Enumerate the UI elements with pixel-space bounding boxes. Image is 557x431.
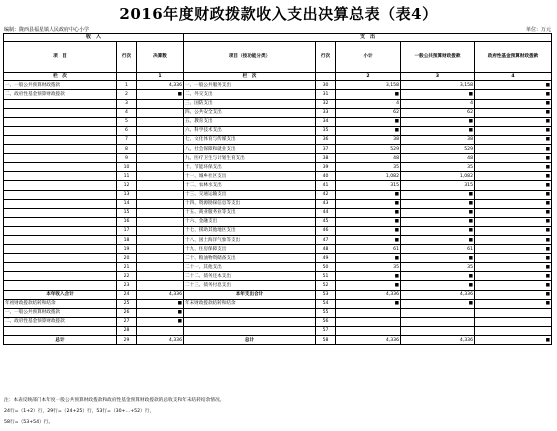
expense-subtotal — [336, 326, 401, 335]
expense-item: 总计 — [184, 336, 316, 345]
income-line: 3 — [117, 99, 137, 108]
expense-public-budget: 62 — [401, 108, 475, 117]
table-row — [4, 108, 552, 117]
table-row — [4, 208, 552, 217]
expense-item: 十六、金融支出 — [184, 217, 316, 226]
income-item: 年初财政拨款结转和结余 — [4, 299, 117, 308]
lane-label: 栏 次 — [4, 73, 117, 81]
income-item — [4, 235, 117, 244]
expense-subtotal: ■ — [336, 126, 401, 135]
expense-public-budget: 1,082 — [401, 172, 475, 181]
expense-public-budget: 35 — [401, 163, 475, 172]
table-row — [4, 81, 552, 90]
expense-subtotal: 48 — [336, 154, 401, 163]
income-item — [4, 199, 117, 208]
income-amount — [137, 326, 184, 335]
income-amount — [137, 126, 184, 135]
expense-item: 十一、城乡社区支出 — [184, 172, 316, 181]
expense-gov-fund — [475, 317, 552, 326]
expense-line: 43 — [316, 199, 336, 208]
expense-gov-fund: ■ — [475, 281, 552, 290]
expense-gov-fund: ■ — [475, 272, 552, 281]
lane-2: 2 — [336, 73, 401, 81]
income-amount — [137, 145, 184, 154]
income-header: 收 入 — [4, 34, 184, 42]
expense-subtotal: ■ — [336, 217, 401, 226]
expense-item — [184, 308, 316, 317]
col-line: 行次 — [117, 42, 137, 73]
expense-line: 57 — [316, 326, 336, 335]
lane-blank-right — [316, 73, 336, 81]
expense-line: 34 — [316, 117, 336, 126]
expense-public-budget: 4 — [401, 99, 475, 108]
income-line: 28 — [117, 326, 137, 335]
expense-gov-fund: ■ — [475, 90, 552, 99]
expense-gov-fund: ■ — [475, 290, 552, 299]
expense-gov-fund: ■ — [475, 172, 552, 181]
expense-gov-fund: ■ — [475, 117, 552, 126]
expense-public-budget: 315 — [401, 181, 475, 190]
expense-public-budget: ■ — [401, 208, 475, 217]
lane-blank — [117, 73, 137, 81]
expense-line: 45 — [316, 217, 336, 226]
income-item — [4, 154, 117, 163]
income-amount — [137, 217, 184, 226]
table-row — [4, 190, 552, 199]
income-line: 10 — [117, 163, 137, 172]
note-line-3: 58行=（53+54）行。 — [4, 420, 54, 425]
expense-public-budget: ■ — [401, 217, 475, 226]
income-line: 24 — [117, 290, 137, 299]
expense-gov-fund — [475, 326, 552, 335]
table-row — [4, 317, 552, 326]
income-amount — [137, 208, 184, 217]
expense-item: 二十三、债务付息支出 — [184, 281, 316, 290]
expense-public-budget: ■ — [401, 117, 475, 126]
table-row — [4, 290, 552, 299]
expense-subtotal: 4 — [336, 99, 401, 108]
table-row — [4, 336, 552, 345]
expense-public-budget: 61 — [401, 245, 475, 254]
expense-item: 二、外交支出 — [184, 90, 316, 99]
expense-item: 十二、农林水支出 — [184, 181, 316, 190]
expense-line: 40 — [316, 172, 336, 181]
expense-item: 六、科学技术支出 — [184, 126, 316, 135]
income-line: 27 — [117, 317, 137, 326]
expense-line: 32 — [316, 99, 336, 108]
expense-line: 53 — [316, 290, 336, 299]
table-row — [4, 326, 552, 335]
income-item — [4, 245, 117, 254]
col-amount: 决算数 — [137, 42, 184, 73]
expense-gov-fund: ■ — [475, 263, 552, 272]
expense-line: 35 — [316, 126, 336, 135]
income-line: 4 — [117, 108, 137, 117]
expense-subtotal: 315 — [336, 181, 401, 190]
income-item — [4, 272, 117, 281]
expense-item: 十三、交通运输支出 — [184, 190, 316, 199]
expense-gov-fund: ■ — [475, 226, 552, 235]
expense-gov-fund: ■ — [475, 208, 552, 217]
table-row — [4, 145, 552, 154]
expense-subtotal: ■ — [336, 272, 401, 281]
expense-subtotal: 61 — [336, 245, 401, 254]
expense-item: 三、国防支出 — [184, 99, 316, 108]
expense-item: 十九、住房保障支出 — [184, 245, 316, 254]
table-row — [4, 245, 552, 254]
expense-item: 十五、商业服务业等支出 — [184, 208, 316, 217]
expense-public-budget: ■ — [401, 199, 475, 208]
note-line-1: 注：本表反映部门本年度一般公共预算财政拨款和政府性基金预算财政拨款的总收支和年末结转结余情况。 — [4, 398, 225, 403]
expense-public-budget: ■ — [401, 254, 475, 263]
income-amount: ■ — [137, 299, 184, 308]
table-row — [4, 99, 552, 108]
expense-line: 38 — [316, 154, 336, 163]
expense-subtotal: ■ — [336, 208, 401, 217]
table-row — [4, 308, 552, 317]
expense-gov-fund: ■ — [475, 163, 552, 172]
income-line: 22 — [117, 272, 137, 281]
table-row — [4, 135, 552, 144]
expense-item: 十八、国土海洋气象等支出 — [184, 235, 316, 244]
expense-line: 42 — [316, 190, 336, 199]
expense-gov-fund: ■ — [475, 235, 552, 244]
income-item — [4, 135, 117, 144]
expense-public-budget: ■ — [401, 299, 475, 308]
expense-gov-fund: ■ — [475, 199, 552, 208]
expense-line: 37 — [316, 145, 336, 154]
income-item — [4, 145, 117, 154]
income-line: 26 — [117, 308, 137, 317]
income-item — [4, 217, 117, 226]
expense-line: 58 — [316, 336, 336, 345]
col-public-budget: 一般公共预算财政拨款 — [401, 42, 475, 73]
expense-public-budget: ■ — [401, 90, 475, 99]
income-amount — [137, 117, 184, 126]
expense-subtotal: 4,336 — [336, 290, 401, 299]
expense-subtotal: 62 — [336, 108, 401, 117]
expense-subtotal: 1,082 — [336, 172, 401, 181]
income-line: 8 — [117, 145, 137, 154]
income-line: 15 — [117, 208, 137, 217]
income-amount — [137, 245, 184, 254]
income-amount — [137, 254, 184, 263]
expense-subtotal: ■ — [336, 254, 401, 263]
income-line: 16 — [117, 217, 137, 226]
expense-line: 39 — [316, 163, 336, 172]
expense-subtotal: 529 — [336, 145, 401, 154]
expense-line: 41 — [316, 181, 336, 190]
expense-gov-fund: ■ — [475, 145, 552, 154]
expense-subtotal — [336, 317, 401, 326]
income-item — [4, 181, 117, 190]
income-item — [4, 190, 117, 199]
income-line: 5 — [117, 117, 137, 126]
expense-gov-fund: ■ — [475, 99, 552, 108]
expense-line: 44 — [316, 208, 336, 217]
expense-gov-fund: ■ — [475, 245, 552, 254]
table-row — [4, 254, 552, 263]
income-line: 20 — [117, 254, 137, 263]
expense-item: 四、公共安全支出 — [184, 108, 316, 117]
income-amount: ■ — [137, 317, 184, 326]
expense-public-budget: 38 — [401, 135, 475, 144]
income-line: 21 — [117, 263, 137, 272]
expense-subtotal: ■ — [336, 226, 401, 235]
expense-line: 55 — [316, 308, 336, 317]
table-row — [4, 154, 552, 163]
expense-public-budget: 3,158 — [401, 81, 475, 90]
lane-label-right: 栏 次 — [184, 73, 316, 81]
table-row — [4, 181, 552, 190]
income-line: 18 — [117, 235, 137, 244]
expense-subtotal: ■ — [336, 235, 401, 244]
income-item: 二、政府性基金预算财政拨款 — [4, 90, 117, 99]
income-line: 11 — [117, 172, 137, 181]
expense-line: 49 — [316, 254, 336, 263]
income-amount — [137, 172, 184, 181]
expense-item: 八、社会保障和就业支出 — [184, 145, 316, 154]
table-row — [4, 126, 552, 135]
income-line: 23 — [117, 281, 137, 290]
income-item — [4, 326, 117, 335]
expense-item: 二十、粮油物资储备支出 — [184, 254, 316, 263]
income-line: 14 — [117, 199, 137, 208]
income-line: 25 — [117, 299, 137, 308]
expense-item: 本年支出合计 — [184, 290, 316, 299]
income-item — [4, 163, 117, 172]
income-amount: ■ — [137, 308, 184, 317]
expense-line: 51 — [316, 272, 336, 281]
expense-subtotal: ■ — [336, 299, 401, 308]
table-row — [4, 172, 552, 181]
income-item — [4, 226, 117, 235]
expense-item: 年末财政拨款结转和结余 — [184, 299, 316, 308]
expense-gov-fund: ■ — [475, 254, 552, 263]
income-line: 9 — [117, 154, 137, 163]
expense-public-budget: 4,336 — [401, 290, 475, 299]
income-item: 一、一般公共预算财政拨款 — [4, 308, 117, 317]
expense-public-budget: 529 — [401, 145, 475, 154]
expense-subtotal: 35 — [336, 163, 401, 172]
expense-gov-fund: ■ — [475, 81, 552, 90]
expense-public-budget: ■ — [401, 235, 475, 244]
budget-table — [3, 33, 552, 345]
expense-item — [184, 326, 316, 335]
expense-item: 二十一、其他支出 — [184, 263, 316, 272]
income-item — [4, 263, 117, 272]
lane-4: 4 — [475, 73, 552, 81]
expense-item: 十、节能环保支出 — [184, 163, 316, 172]
expense-item: 五、教育支出 — [184, 117, 316, 126]
expense-gov-fund: ■ — [475, 217, 552, 226]
expense-public-budget: ■ — [401, 226, 475, 235]
expense-public-budget: 4,336 — [401, 336, 475, 345]
income-item — [4, 108, 117, 117]
income-amount — [137, 181, 184, 190]
lane-1: 1 — [137, 73, 184, 81]
income-line: 13 — [117, 190, 137, 199]
income-amount: 4,336 — [137, 81, 184, 90]
income-line: 7 — [117, 135, 137, 144]
expense-item: 一、一般公共服务支出 — [184, 81, 316, 90]
income-amount — [137, 135, 184, 144]
expense-subtotal: ■ — [336, 199, 401, 208]
table-row — [4, 235, 552, 244]
expense-gov-fund: ■ — [475, 154, 552, 163]
expense-subtotal: 4,336 — [336, 336, 401, 345]
expense-header: 支 出 — [184, 34, 552, 42]
org-line — [4, 26, 89, 33]
income-amount: ■ — [137, 90, 184, 99]
org-label: 编制： — [4, 27, 20, 33]
expense-line: 31 — [316, 90, 336, 99]
expense-subtotal: ■ — [336, 190, 401, 199]
income-amount — [137, 226, 184, 235]
expense-line: 33 — [316, 108, 336, 117]
table-row — [4, 299, 552, 308]
note-line-2: 24行=（1+2）行，29行=（24+25）行，53行=（30+…+52）行， — [4, 409, 155, 414]
expense-gov-fund: ■ — [475, 126, 552, 135]
income-item: 一、一般公共预算财政拨款 — [4, 81, 117, 90]
income-item: 二、政府性基金预算财政拨款 — [4, 317, 117, 326]
expense-public-budget: 48 — [401, 154, 475, 163]
income-amount — [137, 272, 184, 281]
org-name: 陇西县福星镇人民政府中心小学 — [19, 27, 90, 33]
table-row — [4, 199, 552, 208]
expense-line: 47 — [316, 235, 336, 244]
col-exp-item: 项目（按功能分类） — [184, 42, 316, 73]
income-amount: 4,336 — [137, 290, 184, 299]
income-amount — [137, 235, 184, 244]
table-row — [4, 226, 552, 235]
expense-item: 十七、援助其他地区支出 — [184, 226, 316, 235]
col-gov-fund: 政府性基金预算财政拨款 — [475, 42, 552, 73]
income-item: 总计 — [4, 336, 117, 345]
income-amount — [137, 154, 184, 163]
income-amount: 4,336 — [137, 336, 184, 345]
expense-public-budget: ■ — [401, 272, 475, 281]
expense-gov-fund: ■ — [475, 181, 552, 190]
income-line: 19 — [117, 245, 137, 254]
expense-line: 54 — [316, 299, 336, 308]
income-line: 12 — [117, 181, 137, 190]
income-item — [4, 281, 117, 290]
expense-public-budget: ■ — [401, 281, 475, 290]
expense-subtotal: 35 — [336, 263, 401, 272]
income-amount — [137, 99, 184, 108]
income-amount — [137, 263, 184, 272]
table-row — [4, 117, 552, 126]
col-item: 项 目 — [4, 42, 117, 73]
expense-line: 36 — [316, 135, 336, 144]
expense-item: 二十二、债务还本支出 — [184, 272, 316, 281]
income-item — [4, 126, 117, 135]
expense-public-budget: ■ — [401, 190, 475, 199]
income-line: 1 — [117, 81, 137, 90]
page-title: 2016年度财政拨款收入支出决算总表（表4） — [119, 5, 438, 23]
table-row — [4, 217, 552, 226]
income-amount — [137, 199, 184, 208]
income-item — [4, 172, 117, 181]
table-row — [4, 263, 552, 272]
expense-line: 50 — [316, 263, 336, 272]
expense-public-budget — [401, 308, 475, 317]
income-line: 6 — [117, 126, 137, 135]
expense-gov-fund: ■ — [475, 299, 552, 308]
income-line: 2 — [117, 90, 137, 99]
expense-line: 56 — [316, 317, 336, 326]
income-item — [4, 208, 117, 217]
expense-gov-fund: ■ — [475, 108, 552, 117]
expense-subtotal: ■ — [336, 281, 401, 290]
table-row — [4, 90, 552, 99]
expense-item — [184, 317, 316, 326]
income-item: 本年收入合计 — [4, 290, 117, 299]
col-exp-line: 行次 — [316, 42, 336, 73]
table-row — [4, 272, 552, 281]
expense-gov-fund: ■ — [475, 190, 552, 199]
expense-item: 十四、资源勘探信息等支出 — [184, 199, 316, 208]
expense-public-budget — [401, 317, 475, 326]
expense-gov-fund: ■ — [475, 135, 552, 144]
income-item — [4, 254, 117, 263]
income-amount — [137, 108, 184, 117]
expense-gov-fund — [475, 308, 552, 317]
table-row — [4, 281, 552, 290]
expense-subtotal: ■ — [336, 117, 401, 126]
unit-label: 单位：万元 — [525, 27, 551, 33]
expense-item: 九、医疗卫生与计划生育支出 — [184, 154, 316, 163]
lane-3: 3 — [401, 73, 475, 81]
income-amount — [137, 190, 184, 199]
income-line: 29 — [117, 336, 137, 345]
income-line: 17 — [117, 226, 137, 235]
income-item — [4, 117, 117, 126]
expense-line: 48 — [316, 245, 336, 254]
expense-subtotal: 38 — [336, 135, 401, 144]
income-item — [4, 99, 117, 108]
expense-public-budget — [401, 326, 475, 335]
expense-line: 30 — [316, 81, 336, 90]
expense-subtotal: ■ — [336, 90, 401, 99]
expense-subtotal — [336, 308, 401, 317]
expense-gov-fund: ■ — [475, 336, 552, 345]
col-subtotal: 小计 — [336, 42, 401, 73]
expense-public-budget: ■ — [401, 126, 475, 135]
table-row — [4, 163, 552, 172]
income-amount — [137, 163, 184, 172]
expense-subtotal: 3,158 — [336, 81, 401, 90]
expense-line: 46 — [316, 226, 336, 235]
expense-public-budget: 35 — [401, 263, 475, 272]
expense-line: 52 — [316, 281, 336, 290]
income-amount — [137, 281, 184, 290]
expense-item: 七、文化体育与传媒支出 — [184, 135, 316, 144]
